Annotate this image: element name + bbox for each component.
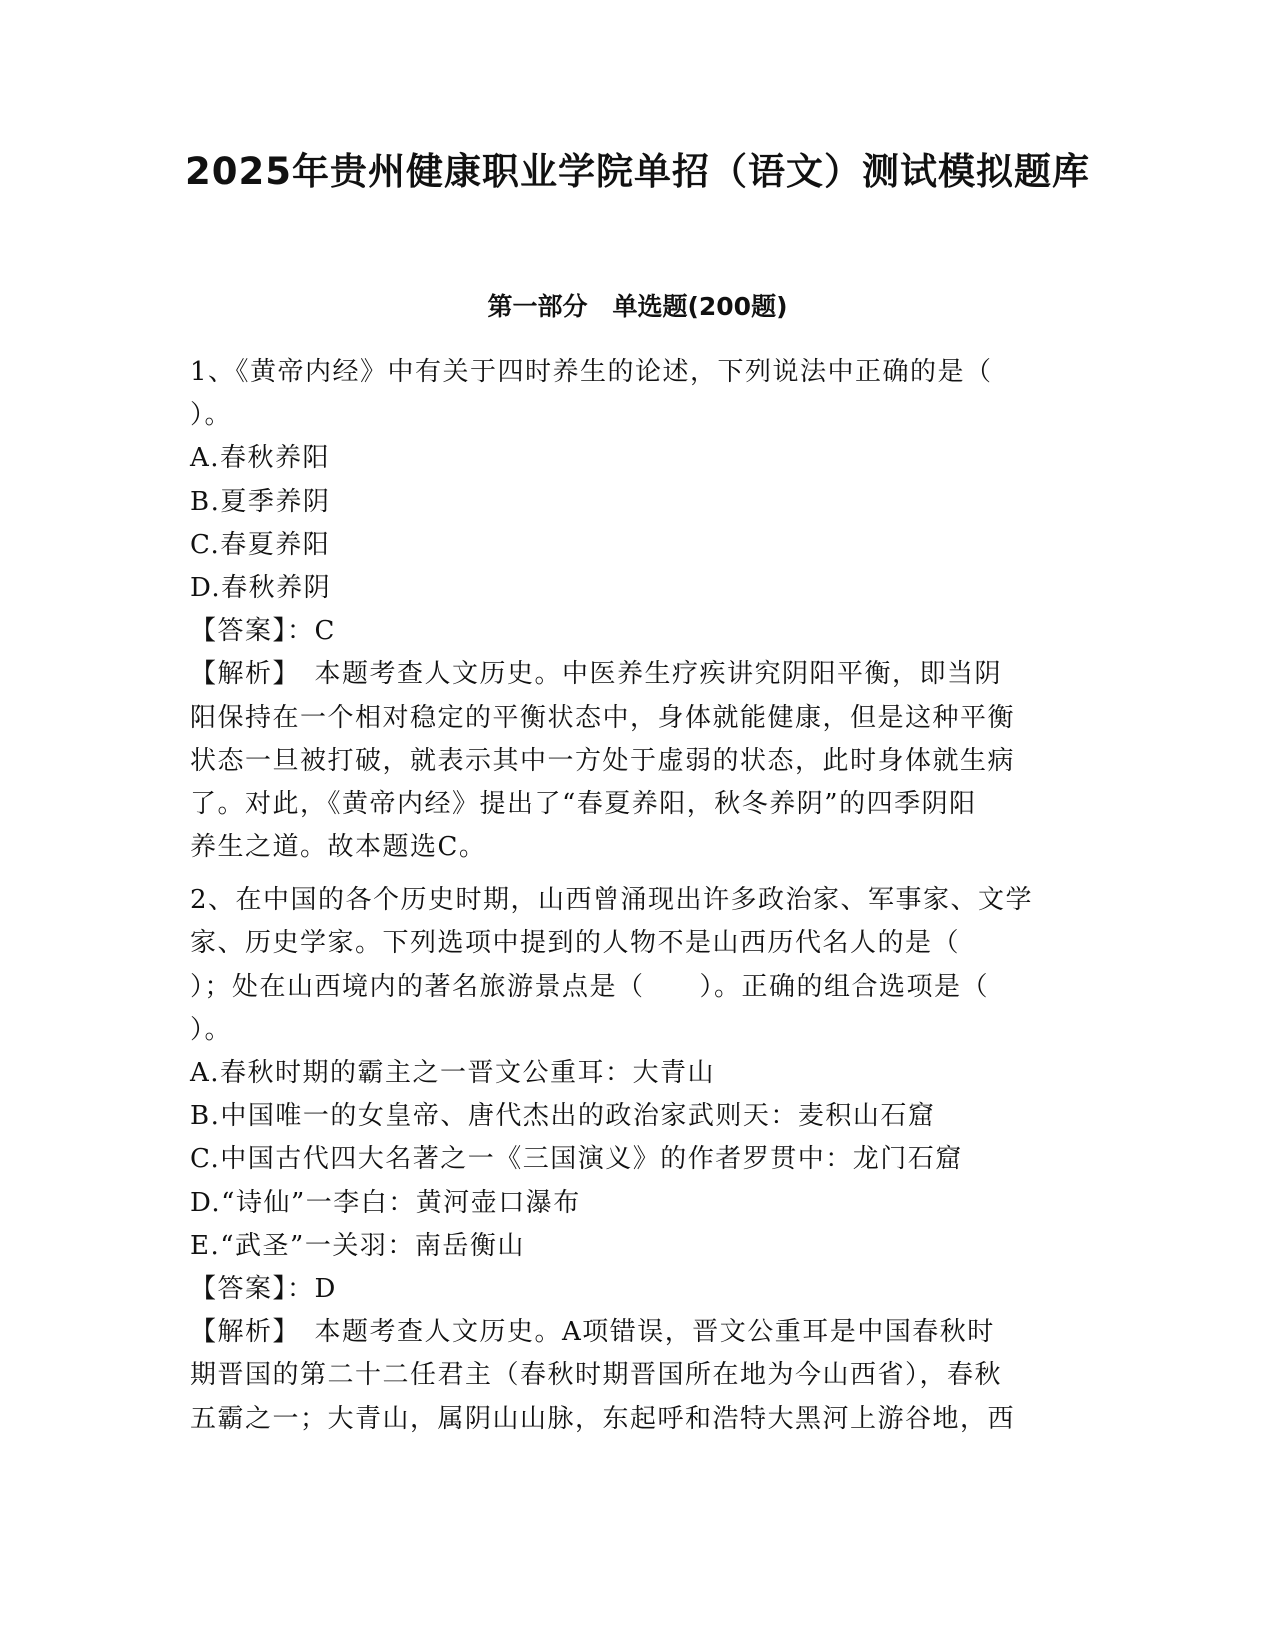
section-title: 第一部分 单选题(200题) (487, 292, 788, 321)
analysis-line: 状态一旦被打破，就表示其中一方处于虚弱的状态，此时身体就生病 (190, 745, 1016, 776)
option-b: B.夏季养阴 (190, 486, 331, 517)
analysis-line: 了。对此，《黄帝内经》提出了“春夏养阳，秋冬养阴”的四季阴阳 (190, 788, 977, 819)
option-c: C.春夏养阳 (190, 529, 331, 560)
question-stem-line: 1、《黄帝内经》中有关于四时养生的论述，下列说法中正确的是（ (190, 357, 993, 387)
option-d: D.“诗仙”一李白：黄河壶口瀑布 (190, 1187, 581, 1218)
answer: 【答案】：C (190, 616, 336, 647)
analysis-line: 【解析】 本题考查人文历史。中医养生疗疾讲究阴阳平衡，即当阴 (190, 659, 1003, 690)
analysis-line: 期晋国的第二十二任君主（春秋时期晋国所在地为今山西省），春秋 (190, 1360, 1003, 1391)
option-c: C.中国古代四大名著之一《三国演义》的作者罗贯中：龙门石窟 (190, 1144, 963, 1175)
option-e: E.“武圣”一关羽：南岳衡山 (190, 1230, 525, 1261)
option-a: A.春秋养阳 (190, 443, 331, 474)
question-stem-line: 家、历史学家。下列选项中提到的人物不是山西历代名人的是（ (190, 928, 961, 959)
question-stem-line: ）。 (190, 1014, 233, 1045)
document-title: 2025年贵州健康职业学院单招（语文）测试模拟题库 (185, 150, 1090, 193)
question-2 (190, 879, 1085, 1440)
answer: 【答案】：D (190, 1273, 337, 1304)
analysis-line: 阳保持在一个相对稳定的平衡状态中，身体就能健康，但是这种平衡 (190, 702, 1016, 733)
question-stem-line: ）。 (190, 400, 233, 431)
option-a: A.春秋时期的霸主之一晋文公重耳：大青山 (190, 1058, 716, 1088)
analysis-line: 养生之道。故本题选C。 (190, 832, 487, 863)
option-d: D.春秋养阴 (190, 572, 332, 603)
analysis-line: 五霸之一；大青山，属阴山山脉，东起呼和浩特大黑河上游谷地，西 (190, 1403, 1016, 1434)
question-stem-line: 2、在中国的各个历史时期，山西曾涌现出许多政治家、军事家、文学 (190, 885, 1034, 916)
analysis-line: 【解析】 本题考查人文历史。A项错误，晋文公重耳是中国春秋时 (190, 1317, 995, 1348)
option-b: B.中国唯一的女皇帝、唐代杰出的政治家武则天：麦积山石窟 (190, 1101, 936, 1132)
questions-content (190, 351, 1085, 1441)
question-stem-line: ）；处在山西境内的著名旅游景点是（ ）。正确的组合选项是（ (190, 971, 990, 1002)
question-1 (190, 351, 1085, 869)
